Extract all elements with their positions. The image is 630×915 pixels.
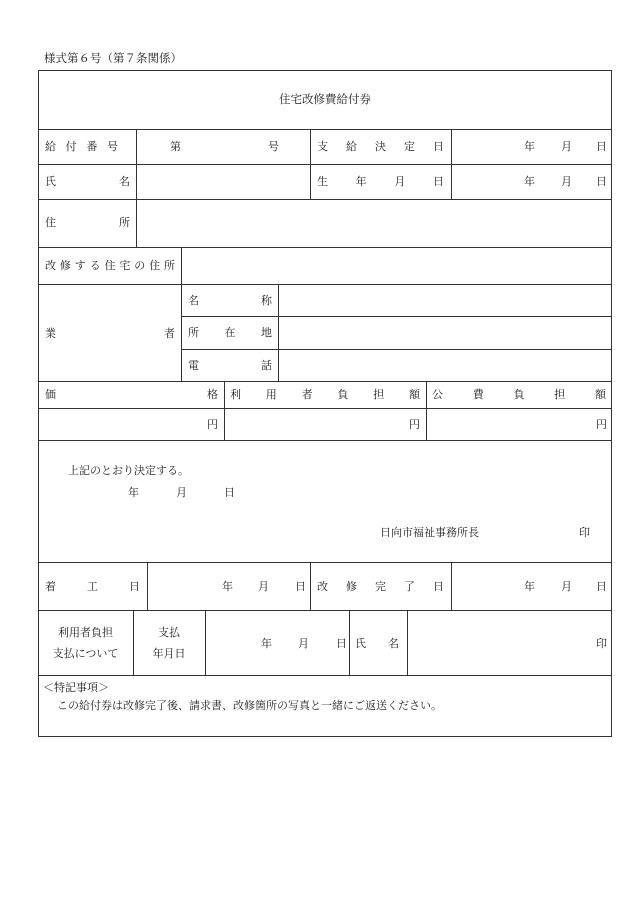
label-char: 生 bbox=[317, 175, 328, 188]
date-tsuki: 月 bbox=[258, 580, 269, 593]
divider bbox=[310, 129, 311, 199]
divider bbox=[181, 247, 182, 381]
divider bbox=[133, 610, 134, 675]
decision-statement: 上記のとおり決定する。 bbox=[68, 464, 189, 477]
label-char: 給 bbox=[346, 140, 357, 153]
dai-label: 第 bbox=[170, 140, 181, 153]
label-char: 日 bbox=[432, 175, 444, 188]
label-char: 日 bbox=[433, 140, 444, 153]
label-char: 利 bbox=[230, 388, 241, 401]
label-char: 在 bbox=[224, 326, 236, 339]
form-number: 様式第６号（第７条関係） bbox=[44, 51, 182, 65]
label-char: 定 bbox=[404, 140, 415, 153]
label-char: 番 bbox=[86, 140, 98, 153]
divider bbox=[310, 562, 311, 610]
divider bbox=[147, 562, 148, 610]
label-contractor-location bbox=[188, 327, 272, 338]
label-char: 支 bbox=[317, 140, 328, 153]
label-char: 工 bbox=[87, 580, 98, 593]
label-char: 費 bbox=[472, 388, 484, 401]
label-payer-name bbox=[355, 638, 399, 649]
date-nen: 年 bbox=[222, 580, 233, 593]
seal-mark: 印 bbox=[596, 637, 607, 650]
label-char: 電 bbox=[188, 359, 199, 372]
form-title: 住宅改修費給付券 bbox=[279, 92, 371, 106]
label-char: の bbox=[134, 259, 146, 272]
label-char: 所 bbox=[119, 216, 130, 229]
label-char: 号 bbox=[106, 140, 118, 153]
seal-mark: 印 bbox=[579, 526, 590, 539]
label-char: 業 bbox=[45, 327, 56, 340]
label-char: 者 bbox=[164, 327, 175, 340]
label-char: 地 bbox=[261, 326, 272, 339]
yen-public-burden: 円 bbox=[596, 418, 607, 431]
divider bbox=[38, 129, 612, 130]
label-char: 担 bbox=[554, 388, 566, 401]
label-char: る bbox=[89, 259, 101, 272]
label-char: 用 bbox=[265, 388, 277, 401]
label-address bbox=[45, 217, 130, 228]
date-hi: 日 bbox=[295, 580, 306, 593]
label-char: 修 bbox=[59, 259, 71, 272]
label-char: 住 bbox=[45, 216, 56, 229]
date-hi: 日 bbox=[336, 637, 347, 650]
label-price bbox=[45, 389, 218, 400]
label-contractor-name bbox=[188, 295, 272, 306]
divider bbox=[181, 316, 612, 317]
divider bbox=[38, 381, 612, 382]
label-char: 決 bbox=[375, 140, 386, 153]
date-tsuki: 月 bbox=[561, 175, 572, 188]
label-char: 負 bbox=[337, 388, 349, 401]
date-hi: 日 bbox=[596, 580, 607, 593]
divider bbox=[136, 129, 137, 247]
divider bbox=[38, 408, 612, 409]
date-tsuki: 月 bbox=[561, 580, 572, 593]
date-nen: 年 bbox=[261, 637, 272, 650]
label-char: 修 bbox=[346, 580, 357, 593]
label-char: 住 bbox=[149, 259, 161, 272]
label-char: 氏 bbox=[45, 175, 56, 188]
go-label: 号 bbox=[268, 140, 279, 153]
divider bbox=[38, 675, 612, 676]
divider bbox=[224, 381, 225, 440]
divider bbox=[407, 610, 408, 675]
notes-heading: ＜特記事項＞ bbox=[43, 681, 109, 694]
date-nen: 年 bbox=[128, 486, 139, 499]
label-char: 完 bbox=[375, 580, 386, 593]
date-nen: 年 bbox=[524, 175, 535, 188]
label-char: 日 bbox=[433, 580, 444, 593]
label-char: 価 bbox=[45, 388, 56, 401]
label-char: 称 bbox=[261, 294, 272, 307]
label-target-address bbox=[45, 260, 175, 271]
label-char: 年 bbox=[355, 175, 367, 188]
label-char: 担 bbox=[373, 388, 385, 401]
divider bbox=[349, 610, 350, 675]
label-paydate-line2: 年月日 bbox=[152, 647, 186, 660]
divider bbox=[38, 284, 612, 285]
date-tsuki: 月 bbox=[561, 140, 572, 153]
label-char: 日 bbox=[129, 580, 140, 593]
label-user-burden bbox=[230, 389, 420, 400]
divider bbox=[426, 381, 427, 440]
label-char: 名 bbox=[119, 175, 130, 188]
label-kyufu-number bbox=[45, 141, 118, 152]
label-char: 所 bbox=[188, 326, 199, 339]
label-birthdate bbox=[317, 176, 444, 187]
label-char: 額 bbox=[408, 388, 420, 401]
label-contractor-phone bbox=[188, 360, 272, 371]
label-paydate-line1: 支払 bbox=[158, 626, 180, 639]
divider bbox=[451, 562, 452, 610]
divider bbox=[451, 129, 452, 199]
divider bbox=[38, 199, 612, 200]
label-char: 所 bbox=[164, 259, 175, 272]
label-char: 宅 bbox=[119, 259, 131, 272]
label-completion-date bbox=[317, 581, 444, 592]
issuer: 日向市福祉事務所長 bbox=[380, 526, 479, 539]
label-name bbox=[45, 176, 130, 187]
yen-price: 円 bbox=[207, 418, 218, 431]
label-char: 名 bbox=[388, 637, 399, 650]
date-nen: 年 bbox=[524, 580, 535, 593]
date-nen: 年 bbox=[524, 140, 535, 153]
date-hi: 日 bbox=[596, 175, 607, 188]
label-char: 氏 bbox=[355, 637, 366, 650]
divider bbox=[38, 610, 612, 611]
label-start-date bbox=[45, 581, 140, 592]
label-char: 着 bbox=[45, 580, 56, 593]
divider bbox=[181, 349, 612, 350]
label-char: 負 bbox=[513, 388, 525, 401]
label-decision-date bbox=[317, 141, 444, 152]
label-char: 額 bbox=[595, 388, 606, 401]
divider bbox=[38, 164, 612, 165]
label-public-burden bbox=[432, 389, 606, 400]
divider bbox=[278, 284, 279, 381]
label-char: 住 bbox=[104, 259, 116, 272]
date-tsuki: 月 bbox=[176, 486, 187, 499]
divider bbox=[38, 562, 612, 563]
label-char: 改 bbox=[317, 580, 328, 593]
divider bbox=[205, 610, 206, 675]
yen-user-burden: 円 bbox=[409, 418, 420, 431]
label-char: 改 bbox=[45, 259, 56, 272]
label-char: 了 bbox=[404, 580, 415, 593]
label-char: 名 bbox=[188, 294, 199, 307]
label-char: 話 bbox=[261, 359, 272, 372]
label-char: 付 bbox=[65, 140, 77, 153]
divider bbox=[38, 247, 612, 248]
label-char: 給 bbox=[45, 140, 56, 153]
date-hi: 日 bbox=[596, 140, 607, 153]
date-hi: 日 bbox=[224, 486, 235, 499]
label-char: 者 bbox=[301, 388, 313, 401]
label-char: す bbox=[74, 259, 86, 272]
label-char: 月 bbox=[394, 175, 406, 188]
label-payment-line1: 利用者負担 bbox=[58, 626, 113, 639]
notes-text: この給付券は改修完了後、請求書、改修箇所の写真と一緒にご返送ください。 bbox=[57, 699, 442, 712]
label-payment-line2: 支払について bbox=[52, 647, 119, 660]
date-tsuki: 月 bbox=[298, 637, 309, 650]
label-char: 格 bbox=[207, 388, 218, 401]
label-contractor bbox=[45, 328, 175, 339]
divider bbox=[38, 440, 612, 441]
label-char: 公 bbox=[432, 388, 443, 401]
